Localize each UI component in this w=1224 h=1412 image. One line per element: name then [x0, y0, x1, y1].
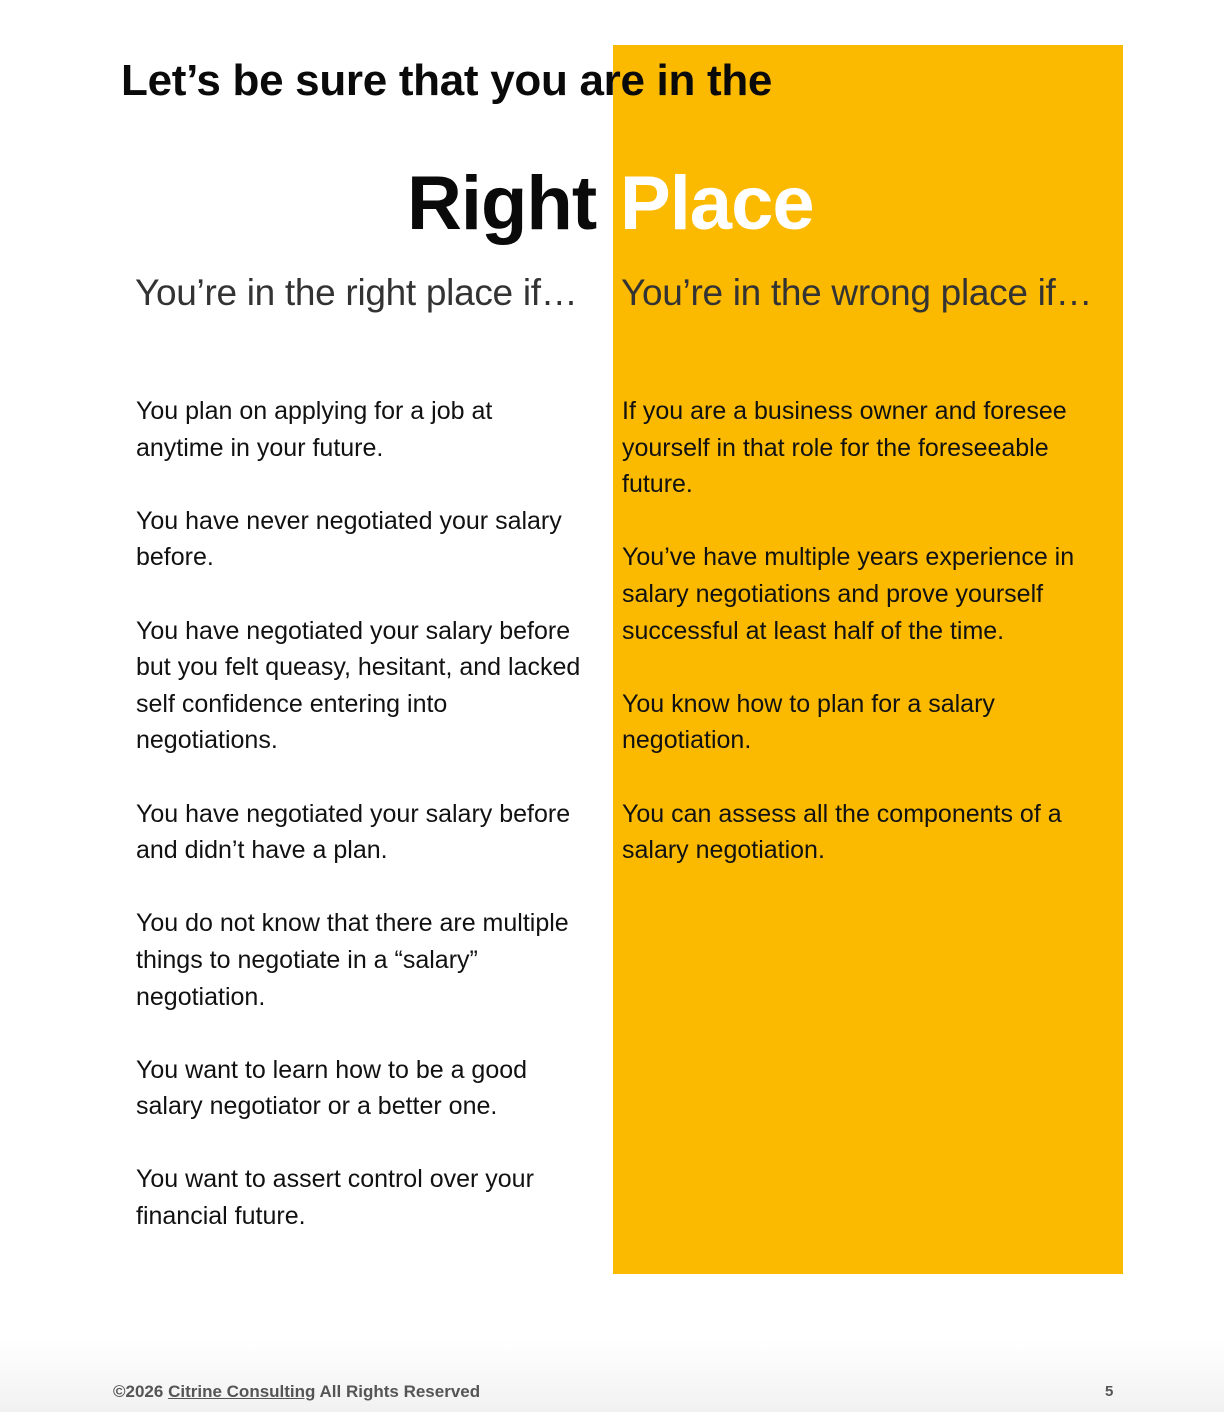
company-link[interactable]: Citrine Consulting — [168, 1382, 316, 1401]
right-place-item: You have never negotiated your salary before. — [136, 506, 562, 572]
wrong-place-heading: You’re in the wrong place if… — [621, 272, 1093, 313]
right-place-heading: You’re in the right place if… — [135, 272, 578, 313]
title-word-right: Right — [407, 161, 597, 246]
wrong-place-list — [622, 393, 1112, 905]
right-place-item: You do not know that there are multiple things to negotiate in a “salary” negotiation. — [136, 909, 569, 1011]
right-place-list — [136, 393, 586, 1271]
wrong-place-item: You’ve have multiple years experience in salary negotiations and prove yourself successful at least half of the time. — [622, 543, 1075, 645]
page-headline: Let’s be sure that you are in the — [121, 56, 773, 105]
right-place-item: You have negotiated your salary before but you felt queasy, hesitant, and lacked self confidence entering into negotiations. — [136, 616, 581, 755]
rights-text: All Rights Reserved — [319, 1382, 481, 1401]
page-number: 5 — [1105, 1383, 1114, 1400]
right-place-item: You have negotiated your salary before and didn’t have a plan. — [136, 799, 571, 865]
right-place-item: You want to assert control over your financial future. — [136, 1165, 534, 1231]
wrong-place-item: If you are a business owner and foresee yourself in that role for the foreseeable future. — [622, 397, 1067, 499]
copyright-year: ©2026 — [113, 1382, 164, 1401]
right-place-item: You want to learn how to be a good salary negotiator or a better one. — [136, 1055, 528, 1121]
title-word-place: Place — [620, 161, 814, 246]
wrong-place-item: You can assess all the components of a salary negotiation. — [622, 799, 1062, 865]
right-place-item: You plan on applying for a job at anytime in your future. — [136, 397, 493, 462]
wrong-place-item: You know how to plan for a salary negotiation. — [622, 689, 995, 755]
footer-copyright — [113, 1382, 480, 1402]
